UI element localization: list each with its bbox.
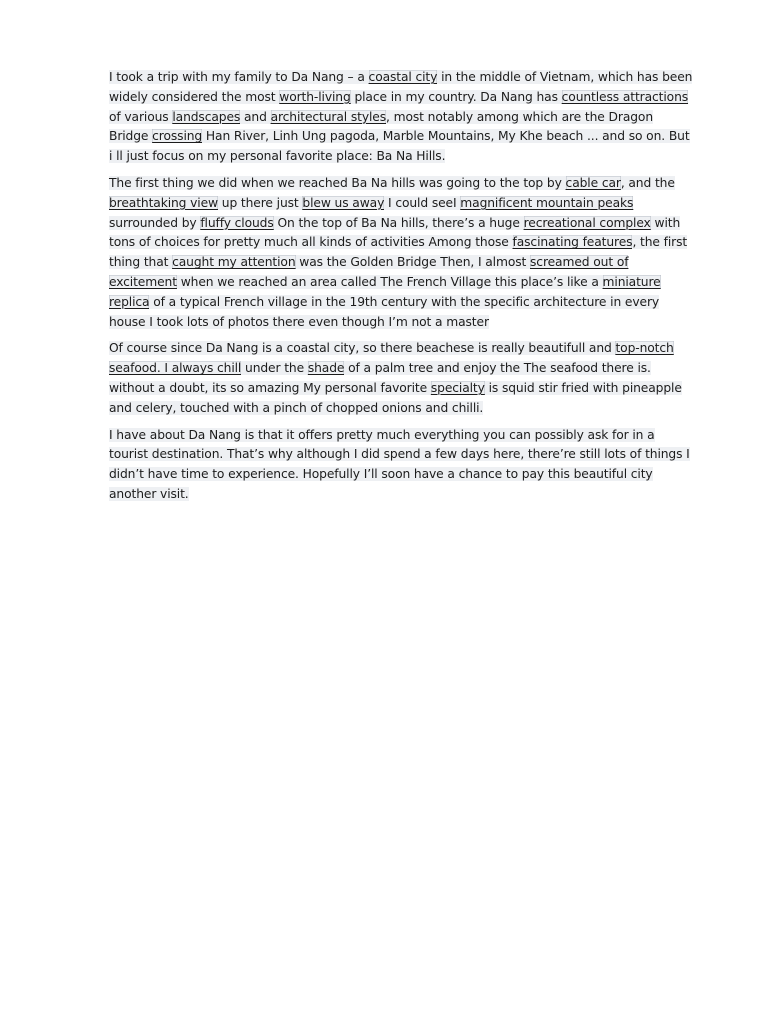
highlighted-phrase: cable car (565, 175, 621, 190)
paragraph-1 (109, 68, 695, 167)
highlighted-phrase: worth-living (279, 89, 351, 104)
highlighted-phrase: magnificent mountain peaks (460, 195, 634, 210)
highlighted-phrase: miniature replica (109, 274, 661, 309)
document-body (109, 68, 695, 512)
highlighted-phrase: crossing (152, 129, 203, 144)
paragraph-4 (109, 426, 695, 505)
text-segment: in the middle of Vietnam, which has been widely considered the most (109, 70, 693, 104)
highlighted-phrase: architectural styles (270, 109, 387, 124)
text-segment: with tons of choices for pretty much all kinds of activities Among those (109, 215, 681, 250)
highlighted-phrase: specialty (430, 380, 485, 395)
text-segment: of a palm tree and enjoy the The seafood there is. without a doubt, its so amazing My personal favorite (109, 361, 651, 395)
paragraph-3 (109, 339, 695, 418)
text-segment: The first thing we did when we reached Ba Na hills was going to the top by (109, 175, 566, 190)
highlighted-phrase: coastal city (368, 70, 438, 84)
paragraph-2 (109, 174, 695, 332)
text-segment: is squid stir fried with pineapple and celery, touched with a pinch of chopped onions and chilli. (109, 380, 682, 415)
text-segment: , the first thing that (109, 235, 688, 270)
text-segment: I have about Da Nang is that it offers pretty much everything you can possibly ask for in a tourist destination. That’s why although I did spend a few days here, there’re still lots of things I didn’t have time to experience. Hopefully I’ll soon have a chance to pay this beautiful city another visit. (109, 427, 690, 501)
highlighted-phrase: shade (307, 361, 345, 376)
text-segment: , most notably among which are the Dragon Bridge (109, 109, 653, 144)
text-segment: of a typical French village in the 19th century with the specific architecture in every house I took lots of photos there even though I’m not a master (109, 294, 660, 329)
text-segment: I took a trip with my family to Da Nang – a (109, 70, 369, 84)
text-segment: place in my country. Da Nang has (350, 89, 562, 104)
text-segment: of various (109, 109, 173, 124)
highlighted-phrase: caught my attention (172, 255, 296, 270)
text-segment: and (240, 109, 271, 124)
text-segment: surrounded by (109, 215, 201, 230)
highlighted-phrase: fluffy clouds (200, 215, 274, 230)
text-segment: , and the (620, 175, 675, 190)
text-segment: was the Golden Bridge Then, I almost (295, 255, 531, 270)
text-segment: up there just (218, 195, 303, 210)
text-segment: Of course since Da Nang is a coastal city, so there beachese is really beautifull and (109, 341, 616, 356)
highlighted-phrase: breathtaking view (109, 195, 218, 210)
highlighted-phrase: fascinating features (512, 235, 633, 250)
text-segment: when we reached an area called The French Village this place’s like a (176, 274, 603, 289)
highlighted-phrase: recreational complex (523, 215, 651, 230)
highlighted-phrase: blew us away (302, 195, 385, 210)
highlighted-phrase: countless attractions (561, 89, 689, 104)
text-segment: On the top of Ba Na hills, there’s a huge (273, 215, 524, 230)
highlighted-phrase: screamed out of excitement (109, 255, 629, 289)
text-segment: Han River, Linh Ung pagoda, Marble Mountains, My Khe beach ... and so on. But i ll just focus on my personal favorite place: Ba Na Hills. (109, 129, 690, 164)
text-segment: I could seeI (384, 195, 461, 210)
text-segment: under the (241, 361, 308, 376)
highlighted-phrase: landscapes (172, 109, 241, 124)
highlighted-phrase: top-notch seafood. I always chill (109, 341, 674, 376)
